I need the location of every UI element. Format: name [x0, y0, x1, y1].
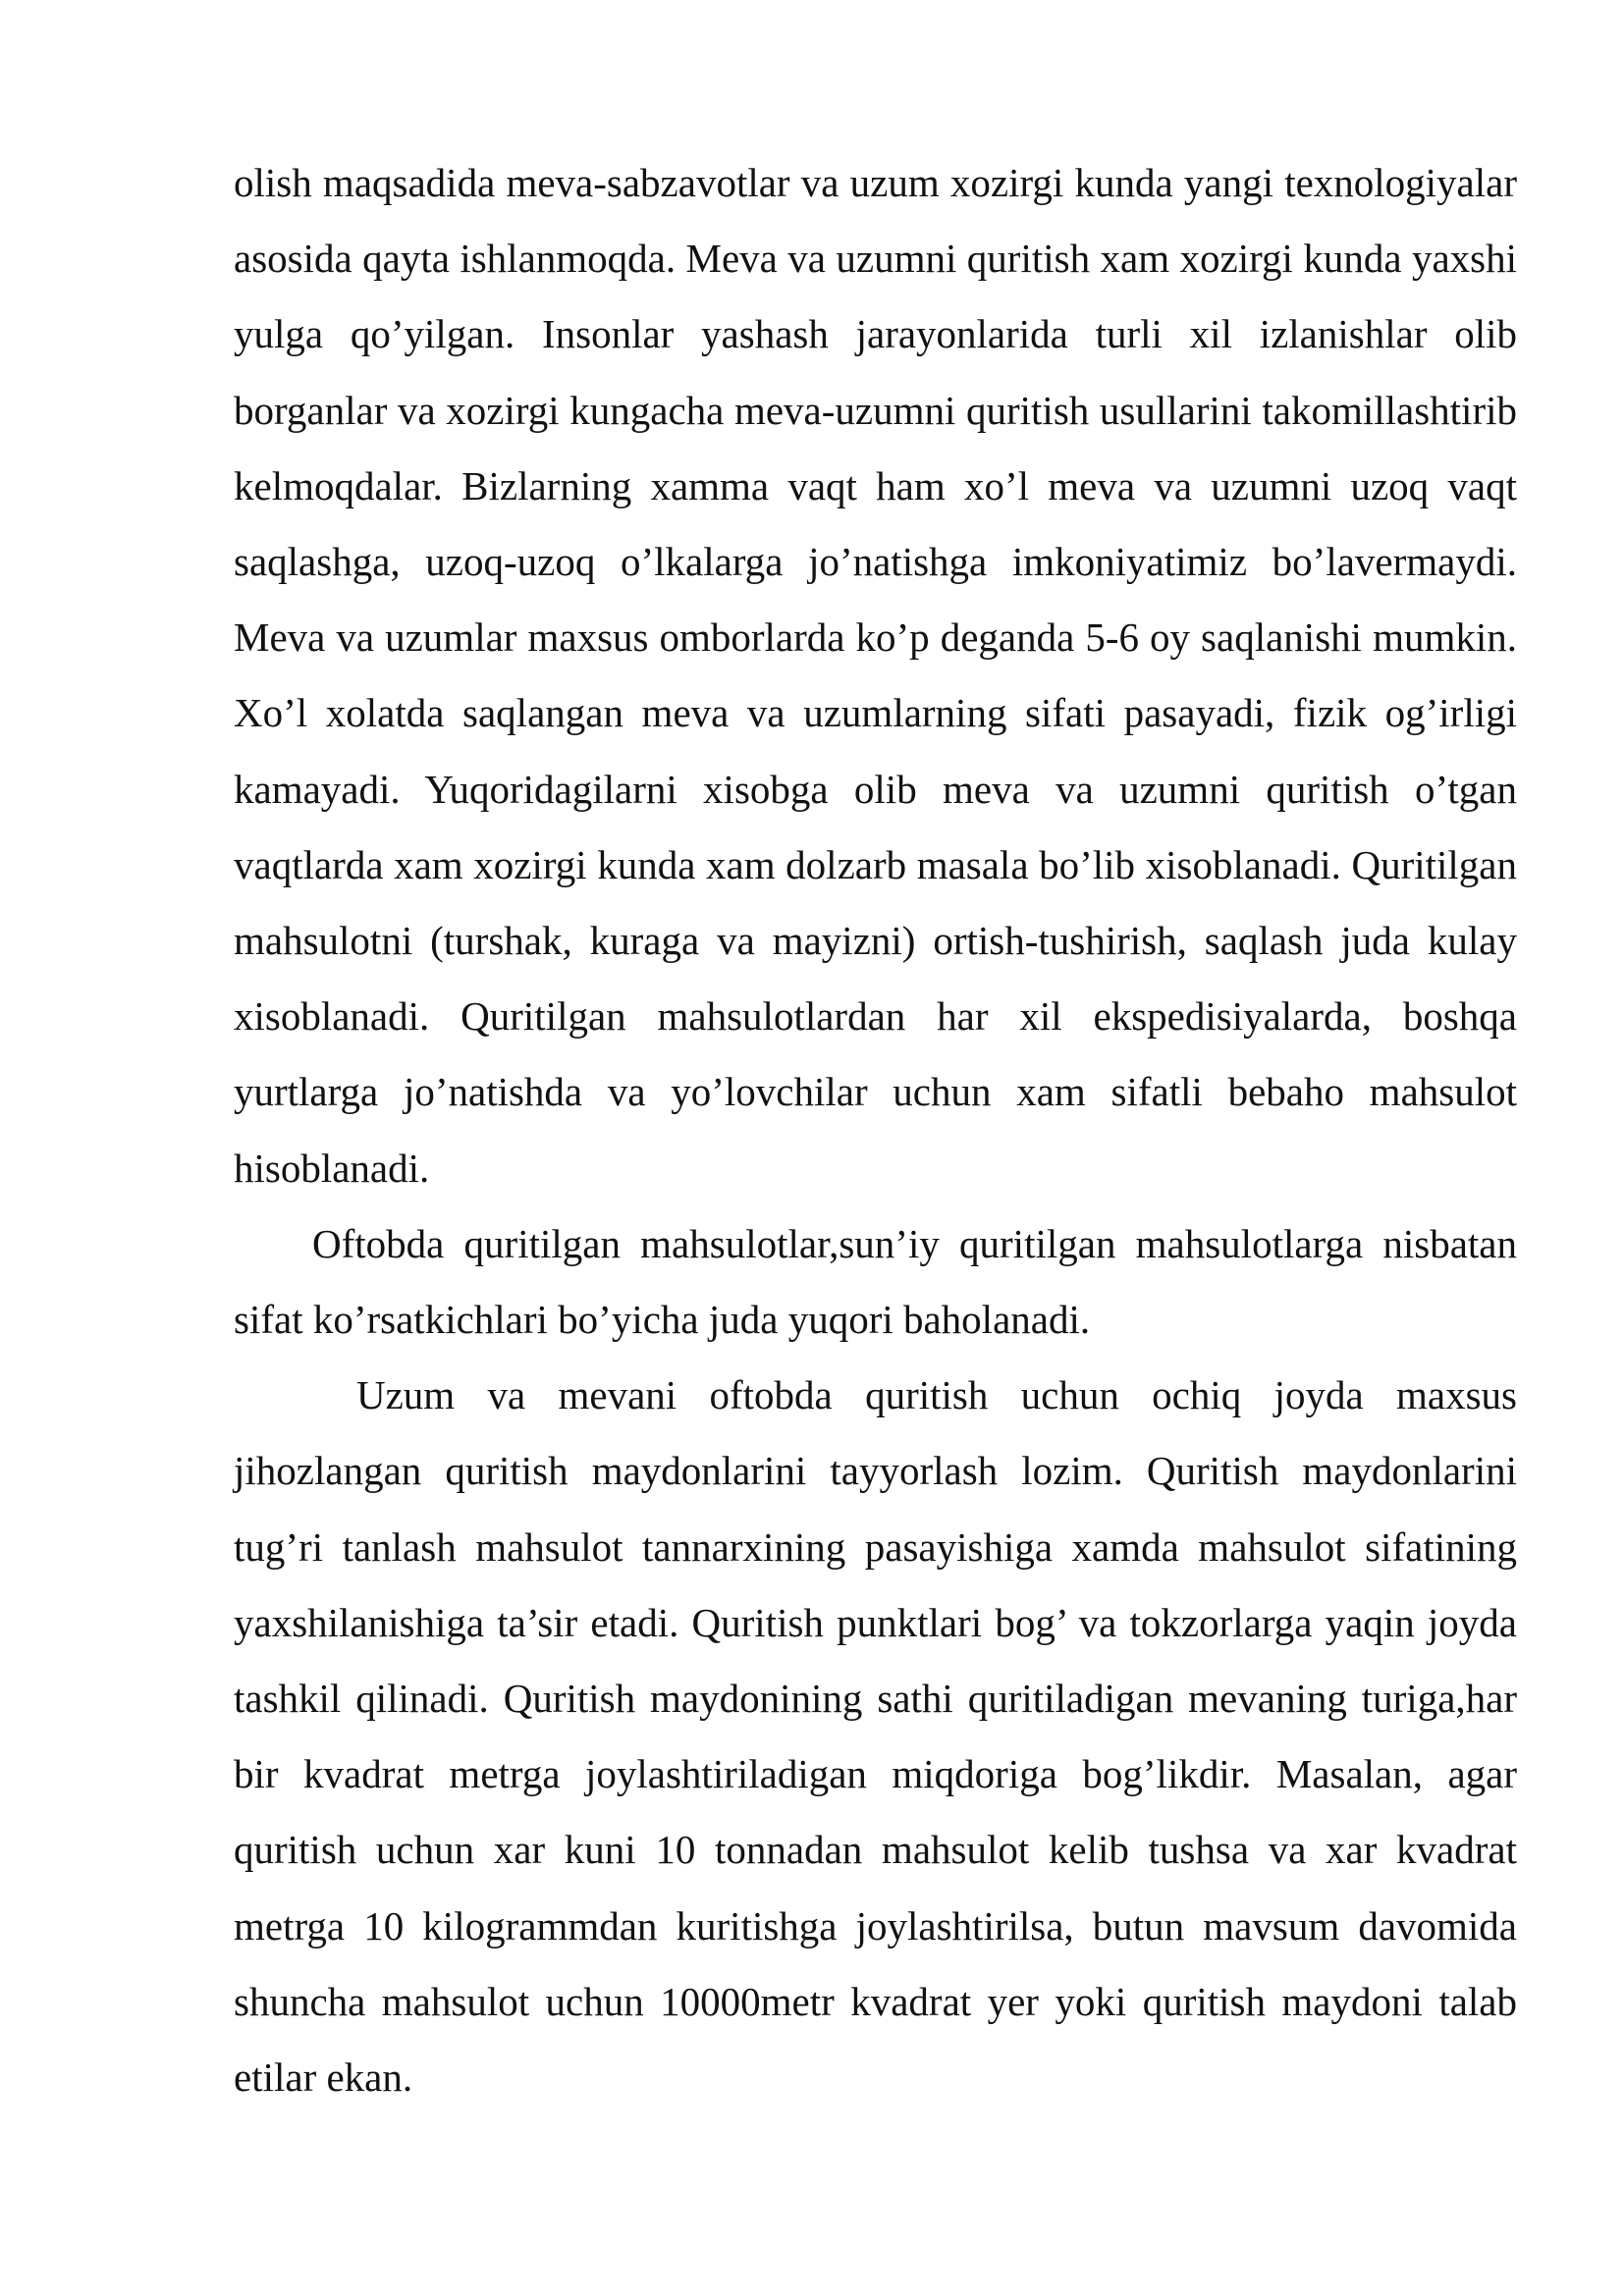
- paragraph-drying-grounds: Uzum va mevani oftobda quritish uchun ochiq joyda maxsus jihozlangan quritish maydonlarini tayyorlash lozim. Quritish maydonlarini tug’ri tanlash mahsulot tannarxining pasayishiga xamda mahsulot sifatining yaxshilanishiga ta’sir etadi. Quritish punktlari bog’ va tokzorlarga yaqin joyda tashkil qilinadi. Quritish maydonining sathi quritiladigan mevaning turiga,har bir kvadrat metrga joylashtiriladigan miqdoriga bog’likdir. Masalan, agar quritish uchun xar kuni 10 tonnadan mahsulot kelib tushsa va xar kvadrat metrga 10 kilogrammdan kuritishga joylashtirilsa, butun mavsum davomida shuncha mahsulot uchun 10000metr kvadrat yer yoki quritish maydoni talab etilar ekan.: [234, 1372, 1517, 2101]
- document-body: [234, 145, 1517, 2115]
- paragraph-sun-dried-quality: Oftobda quritilgan mahsulotlar,sun’iy quritilgan mahsulotlarga nisbatan sifat ko’rsatkichlari bo’yicha juda yuqori baholanadi.: [234, 1220, 1517, 1343]
- paragraph-drying-overview: olish maqsadida meva-sabzavotlar va uzum xozirgi kunda yangi texnologiyalar asosida qayta ishlanmoqda. Meva va uzumni quritish xam xozirgi kunda yaxshi yulga qo’yilgan. Insonlar yashash jarayonlarida turli xil izlanishlar olib borganlar va xozirgi kungacha meva-uzumni quritish usullarini takomillashtirib kelmoqdalar. Bizlarning xamma vaqt ham xo’l meva va uzumni uzoq vaqt saqlashga, uzoq-uzoq o’lkalarga jo’natishga imkoniyatimiz bo’lavermaydi. Meva va uzumlar maxsus omborlarda ko’p deganda 5-6 oy saqlanishi mumkin. Xo’l xolatda saqlangan meva va uzumlarning sifati pasayadi, fizik og’irligi kamayadi. Yuqoridagilarni xisobga olib meva va uzumni quritish o’tgan vaqtlarda xam xozirgi kunda xam dolzarb masala bo’lib xisoblanadi. Quritilgan mahsulotni (turshak, kuraga va mayizni) ortish-tushirish, saqlash juda kulay xisoblanadi. Quritilgan mahsulotlardan har xil ekspedisiyalarda, boshqa yurtlarga jo’natishda va yo’lovchilar uchun xam sifatli bebaho mahsulot hisoblanadi.: [234, 160, 1517, 1191]
